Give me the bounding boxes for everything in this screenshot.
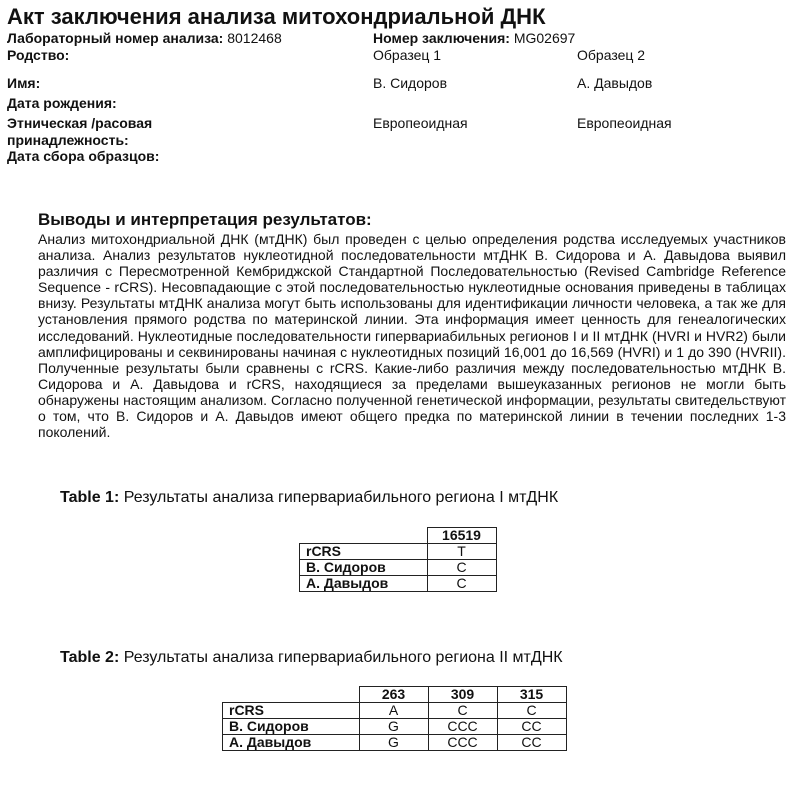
- sample-2-header: Образец 2: [577, 47, 646, 63]
- lab-number: [7, 30, 282, 47]
- sample-1-ethnicity: Европеоидная: [373, 115, 468, 131]
- sample-2-name: А. Давыдов: [577, 75, 653, 91]
- table1-caption: [60, 488, 558, 508]
- table-row: [300, 576, 497, 592]
- lab-number-value: 8012468: [227, 30, 282, 46]
- table2: [222, 686, 567, 751]
- table1-caption-text: Результаты анализа гипервариабильного региона I мтДНК: [123, 489, 559, 506]
- table-row-label: rCRS: [223, 703, 360, 719]
- sample-1-header: Образец 1: [373, 47, 442, 63]
- name-label: Имя:: [7, 75, 41, 91]
- table-cell: C: [427, 576, 496, 592]
- table-header-cell: 315: [497, 687, 566, 703]
- table-cell: CC: [497, 735, 566, 751]
- table-cell: CCC: [428, 719, 497, 735]
- lab-number-label: Лабораторный номер анализа:: [7, 30, 224, 46]
- birthdate-label: Дата рождения:: [7, 95, 117, 111]
- ethnicity-label: Этническая /расовая принадлежность:: [7, 115, 153, 148]
- table-header-cell: 309: [428, 687, 497, 703]
- table1: [299, 527, 497, 592]
- table-row: [223, 735, 567, 751]
- table-row: [300, 560, 497, 576]
- table2-label: Table 2:: [60, 649, 120, 666]
- table-cell: T: [427, 544, 496, 560]
- table-row: [223, 719, 567, 735]
- table1-label: Table 1:: [60, 489, 120, 506]
- collection-date-label: Дата сбора образцов:: [7, 148, 160, 164]
- sample-1-name: В. Сидоров: [373, 75, 448, 91]
- table2-caption: [60, 648, 563, 668]
- conclusions-text: Анализ митохондриальной ДНК (мтДНК) был проведен с целью определения родства исследуемых участников анализа. Анализ результатов нуклеотидной последовательности мтДНК В. Сидорова и А. Давыдова выявил различия с Пересмотренной Кембриджской Стандартной Последовательностью (Revised Cambridge Reference Sequence - rCRS). Несовпадающие с этой последовательностью нуклеотидные основания приведены в таблицах внизу. Результаты мтДНК анализа могут быть использованы для идентификации личности человека, а так же для установления прямого родства по материнской линии. Эта информация имеет ценность для генеалогических исследований. Нуклеотидные последовательности гипервариабильных регионов I и II мтДНК (HVRI и HVR2) были амплифицированы и секвинированы начиная с нуклеотидных позиций 16,001 до 16,569 (HVRI) и 1 до 390 (HVRII). Полученные результаты были сравнены с rCRS. Какие-либо различия между последовательностью мтДНК В. Сидорова и А. Давыдова и rCRS, находящиеся за пределами вышеуказанных регионов не могли быть обнаружены настоящим анализом. Согласно полученной генетической информации, результаты свитедельствуют о том, что В. Сидоров и А. Давыдов имеют общего предка по материнской линии в течении последних 1-3 поколений.: [38, 231, 786, 441]
- table-row-label: А. Давыдов: [300, 576, 428, 592]
- table-corner: [223, 687, 360, 703]
- table2-caption-text: Результаты анализа гипервариабильного региона II мтДНК: [123, 649, 563, 666]
- report-number: [373, 30, 575, 47]
- table-cell: G: [359, 735, 428, 751]
- table-row-label: В. Сидоров: [223, 719, 360, 735]
- table-header-cell: 16519: [427, 528, 496, 544]
- table-row-label: В. Сидоров: [300, 560, 428, 576]
- sample-2-ethnicity: Европеоидная: [577, 115, 672, 131]
- conclusions-heading: Выводы и интерпретация результатов:: [38, 210, 372, 229]
- table-header-cell: 263: [359, 687, 428, 703]
- table-row: [300, 528, 497, 544]
- relation-label: Родство:: [7, 47, 70, 63]
- table-cell: C: [497, 703, 566, 719]
- table-row-label: rCRS: [300, 544, 428, 560]
- table-cell: C: [428, 703, 497, 719]
- table-row: [223, 687, 567, 703]
- table-cell: A: [359, 703, 428, 719]
- report-number-label: Номер заключения:: [373, 30, 510, 46]
- table-cell: CCC: [428, 735, 497, 751]
- page-title: Акт заключения анализа митохондриальной ДНК: [7, 4, 546, 29]
- table-corner: [300, 528, 428, 544]
- table-cell: C: [427, 560, 496, 576]
- table-cell: CC: [497, 719, 566, 735]
- table-cell: G: [359, 719, 428, 735]
- table-row-label: А. Давыдов: [223, 735, 360, 751]
- report-number-value: MG02697: [513, 30, 576, 46]
- table-row: [223, 703, 567, 719]
- table-row: [300, 544, 497, 560]
